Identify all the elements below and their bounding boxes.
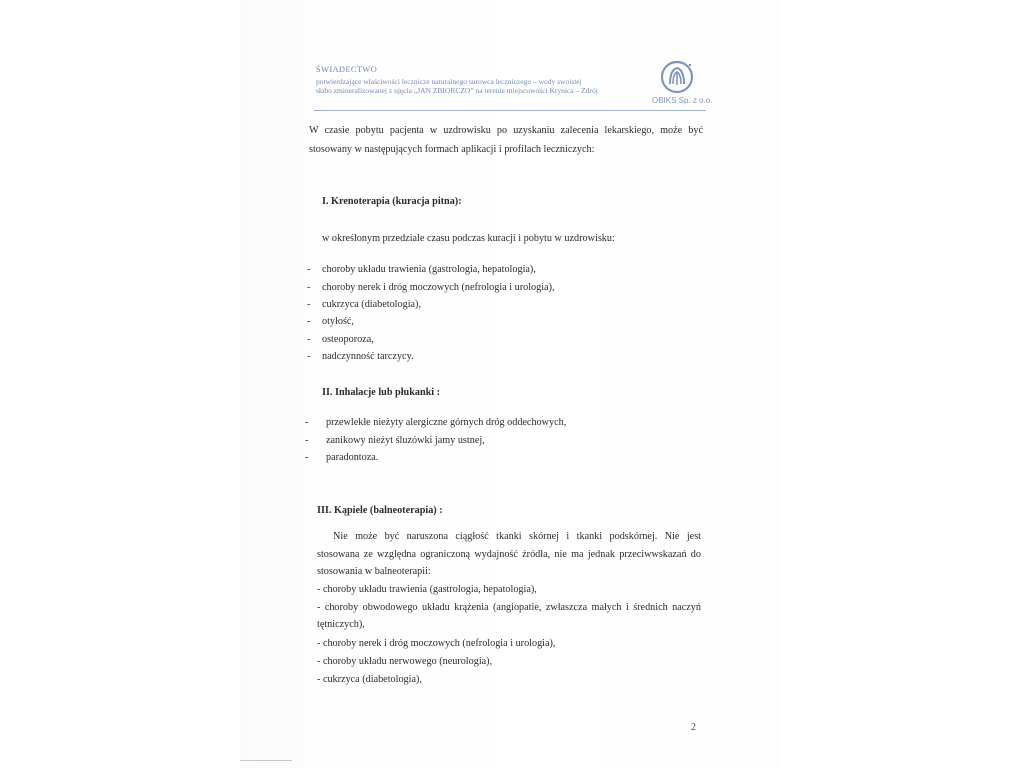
list-item: choroby układu trawienia (gastrologia, hepatologia), [322,264,536,275]
section-1-heading: I. Krenoterapia (kuracja pitna): [322,196,462,207]
list-item: zanikowy nieżyt śluzówki jamy ustnej, [326,435,485,446]
list-item: otyłość, [322,316,354,327]
list-bullet: - [305,435,309,446]
list-item: - choroby układu nerwowego (neurologia), [317,656,493,667]
letterhead-title: ŚWIADECTWO [316,64,378,74]
letterhead-subtitle-line1: potwierdzające właściwości lecznicze naturalnego surowca leczniczego – wody swoistej [316,77,582,86]
list-item: przewlekłe nieżyty alergiczne górnych dróg oddechowych, [326,417,567,428]
company-logo-icon [660,60,694,94]
list-bullet: - [305,417,309,428]
intro-line-1: W czasie pobytu pacjenta w uzdrowisku po uzyskaniu zalecenia lekarskiego, może być [309,125,703,136]
list-bullet: - [307,264,311,275]
list-item: paradontoza. [326,452,379,463]
list-item: choroby nerek i dróg moczowych (nefrologia i urologia), [322,282,555,293]
section-3-paragraph-line-3: stosowania w balneoterapii: [317,566,431,577]
list-item: - choroby układu trawienia (gastrologia, hepatologia), [317,584,537,595]
scan-edge [240,760,292,761]
section-3-paragraph-line-1: Nie może być naruszona ciągłość tkanki skórnej i tkanki podskórnej. Nie jest [333,531,701,542]
list-item: - choroby obwodowego układu krążenia (angiopatie, zwłaszcza małych i średnich naczyń [317,602,701,613]
list-item: - cukrzyca (diabetologia), [317,674,422,685]
list-bullet: - [307,282,311,293]
intro-line-2: stosowany w następujących formach aplikacji i profilach leczniczych: [309,144,595,155]
list-bullet: - [307,351,311,362]
list-bullet: - [307,299,311,310]
page-number: 2 [691,722,696,733]
letterhead-subtitle-line2: słabo zmineralizowanej z ujęcia „JAN ZBIORCZO” na terenie miejscowości Krynica – Zdrój [316,86,598,95]
list-item: - choroby nerek i dróg moczowych (nefrologia i urologia), [317,638,556,649]
list-item: cukrzyca (diabetologia), [322,299,421,310]
list-item: osteoporoza, [322,334,374,345]
letterhead-divider [314,110,706,111]
list-item-continuation: tętniczych), [317,619,365,630]
section-3-heading: III. Kąpiele (balneoterapia) : [317,505,443,516]
list-item: nadczynność tarczycy. [322,351,414,362]
scanned-sheet [240,0,780,768]
section-1-lead: w określonym przedziale czasu podczas kuracji i pobytu w uzdrowisku: [322,233,615,244]
company-name: OBIKS Sp. z o.o. [652,96,713,105]
section-2-heading: II. Inhalacje lub płukanki : [322,387,441,398]
list-bullet: - [307,316,311,327]
list-bullet: - [307,334,311,345]
list-bullet: - [305,452,309,463]
section-3-paragraph-line-2: stosowana ze względna ograniczoną wydajność źródła, nie ma jednak przeciwwskazań do [317,549,701,560]
